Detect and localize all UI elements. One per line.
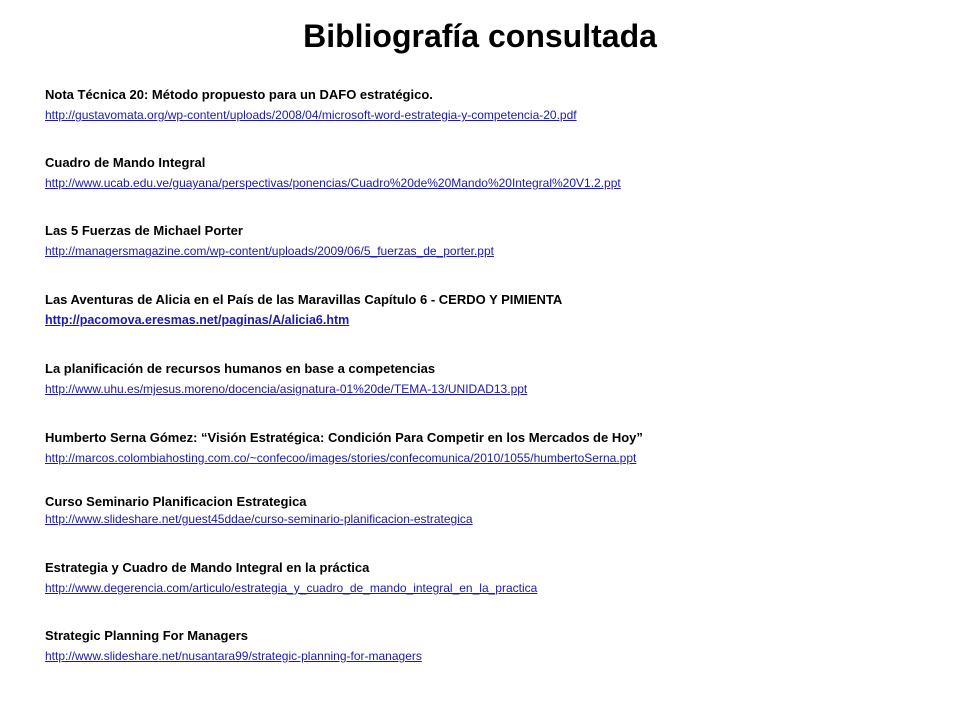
bibliography-entry [45, 155, 945, 192]
bibliography-entry [45, 560, 945, 597]
entry-link[interactable]: http://www.uhu.es/mjesus.moreno/docencia/asignatura-01%20de/TEMA-13/UNIDAD13.ppt [45, 382, 528, 396]
entry-title: Curso Seminario Planificacion Estrategica [45, 494, 307, 509]
entry-title: Las Aventuras de Alicia en el País de las Maravillas Capítulo 6 - CERDO Y PIMIENTA [45, 292, 563, 307]
entry-title: Estrategia y Cuadro de Mando Integral en la práctica [45, 560, 370, 575]
entry-title: La planificación de recursos humanos en base a competencias [45, 361, 436, 376]
bibliography-entry [45, 628, 945, 665]
entry-link[interactable]: http://www.ucab.edu.ve/guayana/perspectivas/ponencias/Cuadro%20de%20Mando%20Integral%20V1.2.ppt [45, 176, 621, 190]
entry-title: Humberto Serna Gómez: “Visión Estratégica: Condición Para Competir en los Mercados de Hoy” [45, 430, 643, 445]
entry-link[interactable]: http://www.slideshare.net/guest45ddae/curso-seminario-planificacion-estrategica [45, 512, 473, 526]
bibliography-entry [45, 223, 945, 260]
bibliography-entry [45, 292, 945, 329]
entry-link[interactable]: http://gustavomata.org/wp-content/uploads/2008/04/microsoft-word-estrategia-y-competencia-20.pdf [45, 108, 577, 122]
entry-link[interactable]: http://managersmagazine.com/wp-content/uploads/2009/06/5_fuerzas_de_porter.ppt [45, 244, 494, 258]
bibliography-entry [45, 361, 945, 398]
entry-link[interactable]: http://www.slideshare.net/nusantara99/strategic-planning-for-managers [45, 649, 422, 663]
entry-link[interactable]: http://www.degerencia.com/articulo/estrategia_y_cuadro_de_mando_integral_en_la_practica [45, 581, 538, 595]
bibliography-entry [45, 494, 945, 528]
bibliography-entry [45, 430, 945, 467]
page-title: Bibliografía consultada [303, 18, 657, 54]
entry-title: Las 5 Fuerzas de Michael Porter [45, 223, 243, 238]
entry-link[interactable]: http://marcos.colombiahosting.com.co/~confecoo/images/stories/confecomunica/2010/1055/humbertoSerna.ppt [45, 451, 637, 465]
bibliography-entry [45, 87, 945, 124]
entry-link[interactable]: http://pacomova.eresmas.net/paginas/A/alicia6.htm [45, 313, 350, 327]
entry-title: Cuadro de Mando Integral [45, 155, 206, 170]
entry-title: Nota Técnica 20: Método propuesto para un DAFO estratégico. [45, 87, 433, 102]
entry-title: Strategic Planning For Managers [45, 628, 248, 643]
